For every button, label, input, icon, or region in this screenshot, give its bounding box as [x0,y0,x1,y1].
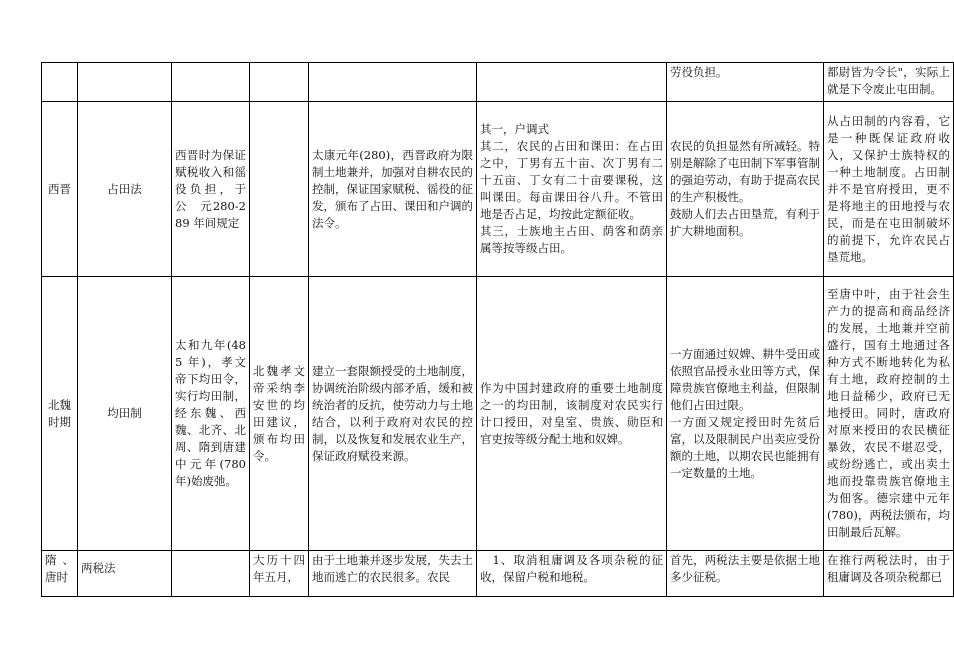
table-row [42,63,954,102]
background-cell: 太康元年(280)，西晋政府为限制土地兼并，加强对自耕农民的控制，保证国家赋税、徭役的征发，颁布了占田、课田和户调的法令。 [309,102,477,277]
proposer-cell: 北魏孝文帝采纳李安世的均田建议，颁布均田令。 [250,277,309,551]
background-cell: 建立一套限额授受的土地制度，协调统治阶级内部矛盾，缓和被统治者的反抗，使劳动力与土地结合，以利于政府对农民的控制，以及恢复和发展农业生产，保证政府赋役来源。 [309,277,477,551]
system-cell: 均田制 [78,277,172,551]
content-cell: 1、取消租庸调及各项杂税的征收，保留户税和地税。 [477,551,667,597]
period-cell: 太和九年(485 年)，孝文帝下均田令，实行均田制，经东魏、西魏、北齐、北周、隋到唐建中元年(780 年)始废弛。 [172,277,250,551]
dynasty-cell [42,63,78,102]
proposer-cell: 大历十四年五月， [250,551,309,597]
dynasty-cell: 北魏时期 [42,277,78,551]
background-cell: 由于土地兼并逐步发展，失去土地而逃亡的农民很多。农民 [309,551,477,597]
content-cell: 作为中国封建政府的重要土地制度之一的均田制，该制度对农民实行计口授田，对皇室、贵族、勋臣和官吏按等级分配土地和奴婢。 [477,277,667,551]
evaluation-cell: 从占田制的内容看，它是一种既保证政府收入，又保护士族特权的一种土地制度。占田制并不是官府授田，更不是将地主的田地授与农民，而是在屯田制破坏的前提下，允许农民占垦荒地。 [824,102,954,277]
background-cell [309,63,477,102]
effects-cell: 农民的负担显然有所减轻。特别是解除了屯田制下军事管制的强迫劳动，有助于提高农民的生产积极性。 鼓励人们去占田垦荒，有利于扩大耕地面积。 [667,102,824,277]
period-cell [172,551,250,597]
system-cell [78,63,172,102]
content-cell [477,63,667,102]
table-row [42,102,954,277]
effects-cell: 劳役负担。 [667,63,824,102]
effects-cell: 一方面通过奴婢、耕牛受田或依照官品授永业田等方式，保障贵族官僚地主利益，但限制他们占田过限。 一方面又规定授田时先贫后富，以及限制民户出卖应受份额的土地，以期农民也能拥有一定数量的土地。 [667,277,824,551]
table-row [42,551,954,597]
land-system-table [41,62,954,597]
evaluation-cell: 至唐中叶，由于社会生产力的提高和商品经济的发展，土地兼并空前盛行，国有土地通过各种方式不断地转化为私有土地，政府控制的土地日益稀少，政府已无地授田。同时，唐政府对原来授田的农民横征暴敛，农民不堪忍受，或纷纷逃亡，或出卖土地而投靠贵族官僚地主为佃客。德宗建中元年(780)，两税法颁布，均田制最后瓦解。 [824,277,954,551]
system-cell: 两税法 [78,551,172,597]
dynasty-cell: 隋、唐时 [42,551,78,597]
system-cell: 占田法 [78,102,172,277]
proposer-cell [250,63,309,102]
evaluation-cell: 都尉皆为令长"，实际上就是下令废止屯田制。 [824,63,954,102]
period-cell: 西晋时为保证赋税收入和徭役负担，于 公 元280-289 年间规定 [172,102,250,277]
evaluation-cell: 在推行两税法时，由于租庸调及各项杂税都已 [824,551,954,597]
content-cell: 其一，户调式 其二，农民的占田和课田：在占田之中，丁男有五十亩、次丁男有二十五亩、丁女有二十亩要课税，这叫课田。每亩课田谷八升。不管田地是否占足，均按此定额征收。 其三，士族地主占田、荫客和荫亲属等按等级占田。 [477,102,667,277]
table-row [42,277,954,551]
period-cell [172,63,250,102]
proposer-cell [250,102,309,277]
effects-cell: 首先，两税法主要是依据土地多少征税。 [667,551,824,597]
dynasty-cell: 西晋 [42,102,78,277]
